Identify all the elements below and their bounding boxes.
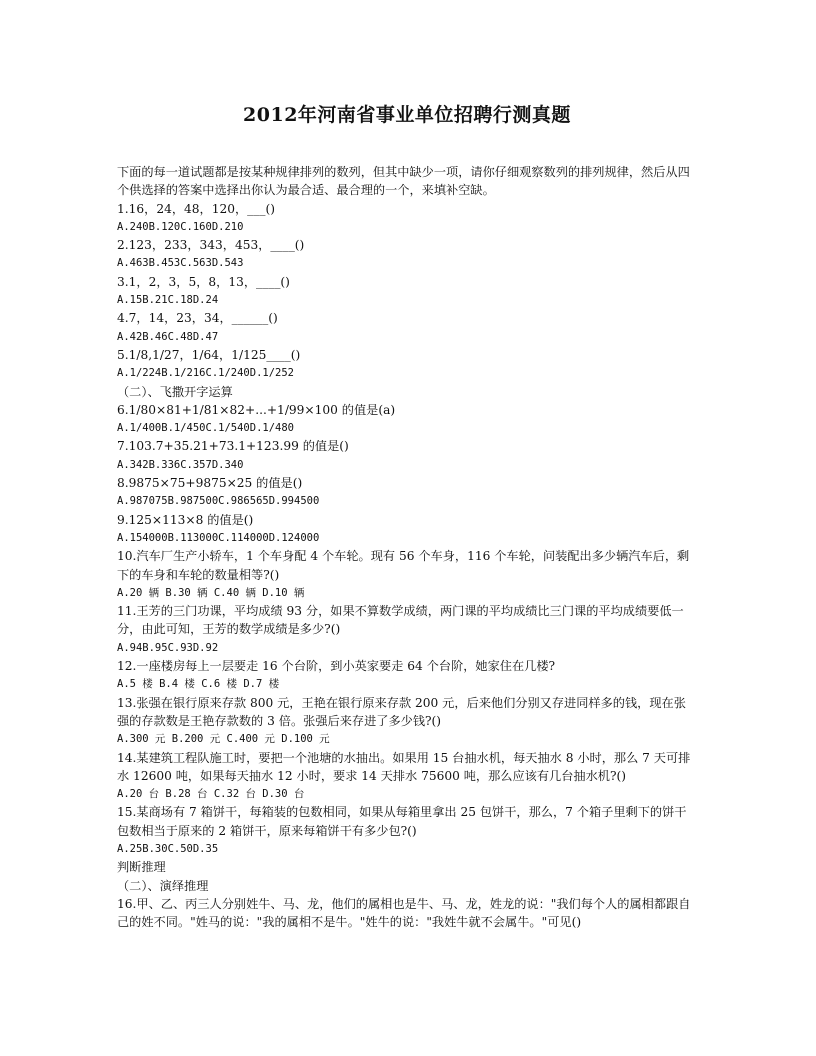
- question-text: 11.王芳的三门功课，平均成绩 93 分，如果不算数学成绩，两门课的平均成绩比三门课的平均成绩要低一分，由此可知，王芳的数学成绩是多少?(): [117, 604, 684, 637]
- question-text: 7.103.7+35.21+73.1+123.99 的值是(): [117, 439, 349, 454]
- instructions-paragraph: 下面的每一道试题都是按某种规律排列的数列，但其中缺少一项，请你仔细观察数列的排列规律，然后从四个供选择的答案中选择出你认为最合适、最合理的一个，来填补空缺。: [117, 165, 690, 198]
- question-text: 8.9875×75+9875×25 的值是(): [117, 476, 303, 491]
- question-text: 10.汽车厂生产小轿车，1 个车身配 4 个车轮。现有 56 个车身，116 个车轮，问装配出多少辆汽车后，剩下的车身和车轮的数量相等?(): [117, 549, 690, 582]
- answer-options: A.25B.30C.50D.35: [117, 842, 219, 855]
- question-text: 3.1，2，3，5，8，13，____(): [117, 274, 290, 289]
- question-text: 12.一座楼房每上一层要走 16 个台阶，到小英家要走 64 个台阶，她家住在几楼?: [117, 659, 556, 674]
- question-text: 14.某建筑工程队施工时，要把一个池塘的水抽出。如果用 15 台抽水机，每天抽水 8 小时，那么 7 天可排水 12600 吨，如果每天抽水 12 小时，要求 14 天排水 75600 吨，那么应该有几台抽水机?(): [117, 750, 691, 783]
- answer-options: A.15B.21C.18D.24: [117, 294, 219, 307]
- answer-options: A.5 楼 B.4 楼 C.6 楼 D.7 楼: [117, 678, 280, 691]
- question-text: 2.123，233，343，453，____(): [117, 238, 305, 253]
- answer-options: A.342B.336C.357D.340: [117, 458, 244, 471]
- answer-options: A.20 辆 B.30 辆 C.40 辆 D.10 辆: [117, 586, 305, 599]
- document-page: [117, 100, 697, 931]
- section-heading: （二）、飞撒开字运算: [117, 384, 233, 399]
- answer-options: A.42B.46C.48D.47: [117, 330, 219, 343]
- answer-options: A.300 元 B.200 元 C.400 元 D.100 元: [117, 733, 330, 746]
- document-title: 2012年河南省事业单位招聘行测真题: [243, 104, 571, 126]
- section-heading: （二）、演绎推理: [117, 878, 209, 893]
- question-text: 4.7，14，23，34，______(): [117, 311, 278, 326]
- answer-options: A.1/400B.1/450C.1/540D.1/480: [117, 422, 295, 435]
- answer-options: A.94B.95C.93D.92: [117, 641, 219, 654]
- answer-options: A.20 台 B.28 台 C.32 台 D.30 台: [117, 788, 305, 801]
- question-text: 6.1/80×81+1/81×82+...+1/99×100 的值是(a): [117, 402, 396, 417]
- question-text: 16.甲、乙、丙三人分别姓牛、马、龙，他们的属相也是牛、马、龙，姓龙的说："我们每个人的属相都跟自己的姓不同。"姓马的说："我的属相不是牛。"姓牛的说："我姓牛就不会属牛。"可见(): [117, 896, 691, 930]
- question-text: 5.1/8,1/27，1/64，1/125____(): [117, 347, 301, 362]
- section-heading: 判断推理: [117, 860, 166, 875]
- answer-options: A.463B.453C.563D.543: [117, 257, 244, 270]
- answer-options: A.987075B.987500C.986565D.994500: [117, 495, 320, 508]
- question-list: [117, 200, 697, 932]
- answer-options: A.1/224B.1/216C.1/240D.1/252: [117, 367, 295, 380]
- question-text: 1.16，24，48，120，___(): [117, 201, 275, 216]
- question-text: 13.张强在银行原来存款 800 元，王艳在银行原来存款 200 元，后来他们分别又存进同样多的钱，现在张强的存款数是王艳存款数的 3 倍。张强后来存进了多少钱?(): [117, 695, 686, 728]
- question-text: 9.125×113×8 的值是(): [117, 512, 254, 527]
- answer-options: A.154000B.113000C.114000D.124000: [117, 531, 320, 544]
- question-text: 15.某商场有 7 箱饼干，每箱装的包数相同，如果从每箱里拿出 25 包饼干，那么，7 个箱子里剩下的饼干包数相当于原来的 2 箱饼干，原来每箱饼干有多少包?(): [117, 805, 687, 838]
- answer-options: A.240B.120C.160D.210: [117, 220, 244, 233]
